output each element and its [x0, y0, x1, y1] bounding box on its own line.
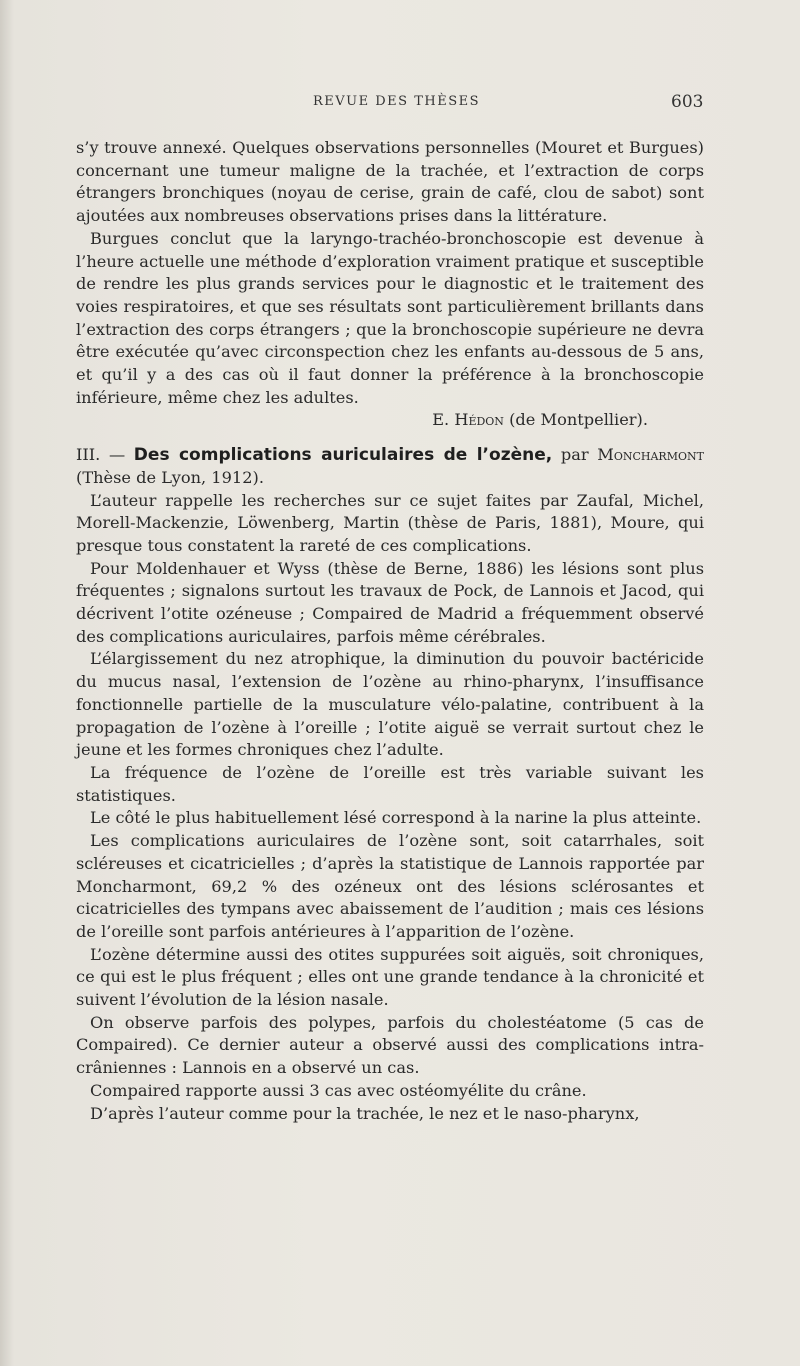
section-number: III. — — [76, 445, 126, 465]
paragraph: Le côté le plus habituellement lésé correspond à la narine la plus atteinte. — [90, 808, 702, 828]
section-source: (Thèse de Lyon, 1912). — [76, 467, 264, 487]
paragraph: Les complications auriculaires de l’ozène sont, soit catarrhales, soit scléreuses et cicatricielles ; d’après la statistique de Lannois rapportée par Moncharmont, 69,2 % des ozéneux ont des lésions sclérosantes et cicatricielles des tympans avec abaissement de l’audition ; mais ces lésions de l’oreille sont parfois antérieures à l’apparition de l’ozène. — [76, 831, 704, 941]
section-title: Des complications auriculaires de l’ozène, — [133, 445, 553, 466]
page-body — [76, 137, 704, 1125]
page-number: 603 — [671, 92, 704, 112]
signature-name: Hédon — [454, 410, 504, 430]
paragraph: Pour Moldenhauer et Wyss (thèse de Berne, 1886) les lésions sont plus fréquentes ; signalons surtout les travaux de Pock, de Lannois et Jacod, qui décrivent l’otite ozéneuse ; Compaired de Madrid a fréquemment observé des complications auriculaires, parfois même cérébrales. — [76, 558, 704, 646]
page-header — [0, 92, 800, 114]
paragraph: L’auteur rappelle les recherches sur ce sujet faites par Zaufal, Michel, Morell-Mackenzie, Löwenberg, Martin (thèse de Paris, 1881), Moure, qui presque tous constatent la rareté de ces complications. — [76, 490, 704, 555]
paragraph: On observe parfois des polypes, parfois du cholestéatome (5 cas de Compaired). Ce dernier auteur a observé aussi des complications intra-crâniennes : Lannois en a observé un cas. — [76, 1012, 704, 1078]
running-title: REVUE DES THÈSES — [313, 94, 480, 109]
paragraph: L’ozène détermine aussi des otites suppurées soit aiguës, soit chroniques, ce qui est le plus fréquent ; elles ont une grande tendance à la chronicité et suivent l’évolution de la lésion nasale. — [76, 944, 704, 1010]
section-by: par — [560, 445, 589, 465]
paragraph-continuation: s’y trouve annexé. Quelques observations personnelles (Mouret et Burgues) concernant une tumeur maligne de la trachée, et l’extraction de corps étrangers bronchiques (noyau de cerise, grain de café, clou de sabot) sont ajoutées aux nombreuses observations prises dans la littérature. — [76, 138, 704, 226]
paragraph: D’après l’auteur comme pour la trachée, le nez et le naso-pharynx, — [90, 1103, 640, 1123]
paragraph-conclusion: Burgues conclut que la laryngo-trachéo-bronchoscopie est devenue à l’heure actuelle une méthode d’exploration vraiment pratique et susceptible de rendre les plus grands services pour le diagnostic et le traitement des voies respiratoires, et que ses résultats sont particulièrement brillants dans l’extraction des corps étrangers ; que la bronchoscopie supérieure ne devra être exécutée qu’avec circonspection chez les enfants au-dessous de 5 ans, et qu’il y a des cas où il faut donner la préférence à la bronchoscopie inférieure, même chez les adultes. — [76, 228, 704, 407]
signature-initial: E. — [432, 410, 450, 430]
paragraph: Compaired rapporte aussi 3 cas avec ostéomyélite du crâne. — [90, 1080, 587, 1100]
section-author: Moncharmont — [597, 445, 704, 465]
paragraph: L’élargissement du nez atrophique, la diminution du pouvoir bactéricide du mucus nasal, l’extension de l’ozène au rhino-pharynx, l’insuffisance fonctionnelle partielle de la musculature vélo-palatine, contribuent à la propagation de l’ozène à l’oreille ; l’otite aiguë se verrait surtout chez le jeune et les formes chroniques chez l’adulte. — [76, 649, 704, 760]
reviewer-signature — [76, 409, 704, 432]
section-heading — [76, 444, 704, 489]
signature-place: (de Montpellier). — [509, 410, 648, 430]
paragraph: La fréquence de l’ozène de l’oreille est très variable suivant les statistiques. — [76, 762, 704, 805]
